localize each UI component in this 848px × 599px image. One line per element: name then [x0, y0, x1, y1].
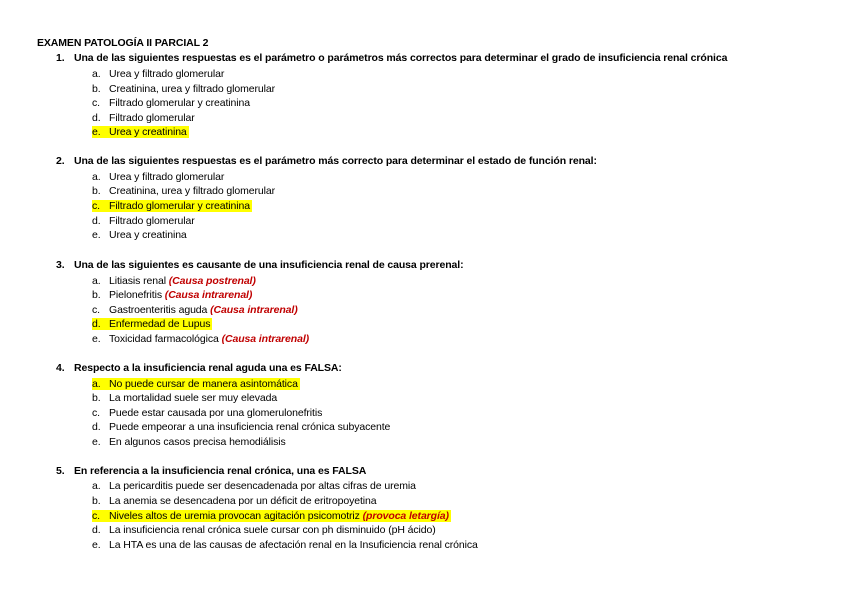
option-1a: a. Urea y filtrado glomerular: [92, 68, 225, 80]
option-5d: d. La insuficiencia renal crónica suele cursar con ph disminuido (pH ácido): [92, 524, 436, 536]
option-5b: b. La anemia se desencadena por un déficit de eritropoyetina: [92, 495, 377, 507]
option-3b: b. Pielonefritis (Causa intrarenal): [92, 289, 253, 301]
option-1c: c. Filtrado glomerular y creatinina: [92, 97, 250, 109]
option-2e: e. Urea y creatinina: [92, 229, 187, 241]
option-3c: c. Gastroenteritis aguda (Causa intrarenal): [92, 304, 298, 316]
option-1b: b. Creatinina, urea y filtrado glomerular: [92, 83, 276, 95]
option-4b: b. La mortalidad suele ser muy elevada: [92, 392, 278, 404]
cause-note: (Causa intrarenal): [221, 333, 310, 345]
question-text: 4. Respecto a la insuficiencia renal aguda una es FALSA:: [56, 362, 342, 374]
option-1d: d. Filtrado glomerular: [92, 112, 195, 124]
cause-note: (Causa intrarenal): [164, 289, 253, 301]
cause-note: (Causa postrenal): [168, 275, 256, 287]
cause-note: (provoca letargía): [362, 510, 449, 522]
option-5e: e. La HTA es una de las causas de afectación renal en la Insuficiencia renal crónica: [92, 539, 478, 551]
option-5c-correct: c. Niveles altos de uremia provocan agitación psicomotriz (provoca letargía): [92, 510, 449, 522]
option-3a: a. Litiasis renal (Causa postrenal): [92, 275, 256, 287]
option-3e: e. Toxicidad farmacológica (Causa intrarenal): [92, 333, 310, 345]
option-5a: a. La pericarditis puede ser desencadenada por altas cifras de uremia: [92, 480, 416, 492]
cause-note: (Causa intrarenal): [210, 304, 298, 316]
option-4c: c. Puede estar causada por una glomerulonefritis: [92, 407, 323, 419]
question-text: 3. Una de las siguientes es causante de una insuficiencia renal de causa prerenal:: [56, 259, 464, 271]
option-2a: a. Urea y filtrado glomerular: [92, 171, 225, 183]
question-text: 5. En referencia a la insuficiencia renal crónica, una es FALSA: [56, 465, 367, 477]
option-2b: b. Creatinina, urea y filtrado glomerular: [92, 185, 276, 197]
option-4e: e. En algunos casos precisa hemodiálisis: [92, 436, 286, 448]
option-3d-correct: d. Enfermedad de Lupus: [92, 318, 211, 330]
option-4a-correct: a. No puede cursar de manera asintomática: [92, 378, 298, 390]
question-text: 1. Una de las siguientes respuestas es el parámetro o parámetros más correctos para determinar el grado de insuficiencia renal crónica: [56, 52, 728, 64]
option-4d: d. Puede empeorar a una insuficiencia renal crónica subyacente: [92, 421, 391, 433]
option-1e-correct: e. Urea y creatinina: [92, 126, 187, 138]
option-2d: d. Filtrado glomerular: [92, 215, 195, 227]
exam-title: EXAMEN PATOLOGÍA II PARCIAL 2: [37, 37, 209, 49]
question-text: 2. Una de las siguientes respuestas es el parámetro más correcto para determinar el estado de función renal:: [56, 155, 597, 167]
option-2c-correct: c. Filtrado glomerular y creatinina: [92, 200, 250, 212]
